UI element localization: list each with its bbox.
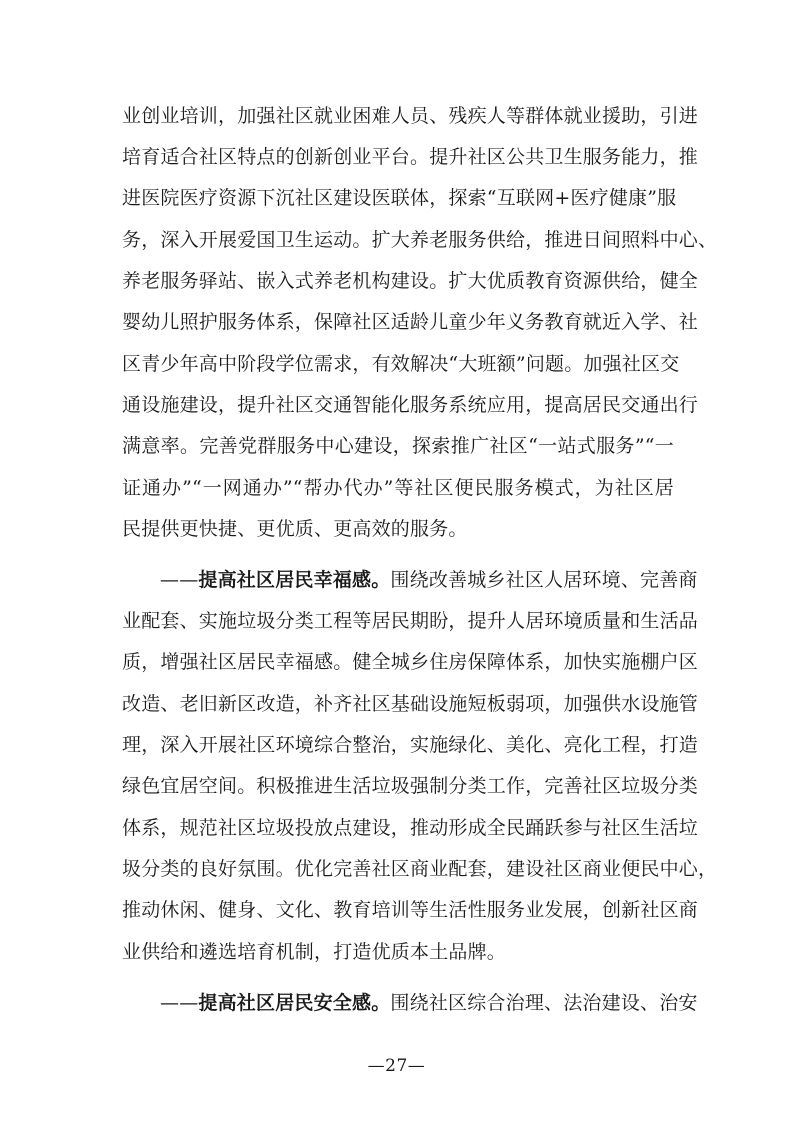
text-line: 通设施建设，提升社区交通智能化服务系统应用，提高居民交通出行 xyxy=(122,394,699,416)
section-heading: 提高社区居民幸福感。 xyxy=(198,569,391,591)
text-line: 推动休闲、健身、文化、教育培训等生活性服务业发展，创新社区商 xyxy=(122,899,699,921)
text-line: 婴幼儿照护服务体系，保障社区适龄儿童少年义务教育就近入学、社 xyxy=(122,311,699,333)
text-line: 满意率。完善党群服务中心建设，探索推广社区“一站式服务”“一 xyxy=(122,435,674,457)
text-line: 证通办”“一网通办”“帮办代办”等社区便民服务模式，为社区居 xyxy=(122,477,674,499)
text-line: 质，增强社区居民幸福感。健全城乡住房保障体系，加快实施棚户区 xyxy=(122,651,699,673)
text-line: 体系，规范社区垃圾投放点建设，推动形成全民踊跃参与社区生活垃 xyxy=(122,817,699,839)
text-line: 民提供更快捷、更优质、更高效的服务。 xyxy=(122,518,468,540)
paragraph-heading-line xyxy=(160,566,698,594)
text-line: 业创业培训，加强社区就业困难人员、残疾人等群体就业援助，引进 xyxy=(122,105,699,127)
text-line: 圾分类的良好氛围。优化完善社区商业配套，建设社区商业便民中心， xyxy=(122,858,718,880)
text-line: 务，深入开展爱国卫生运动。扩大养老服务供给，推进日间照料中心、 xyxy=(122,229,718,251)
text-line: 业配套、实施垃圾分类工程等居民期盼，提升人居环境质量和生活品 xyxy=(122,610,699,632)
text-line: 业供给和遴选培育机制，打造优质本土品牌。 xyxy=(122,941,507,963)
section-heading: 提高社区居民安全感。 xyxy=(198,992,391,1014)
text-line: 进医院医疗资源下沉社区建设医联体，探索“互联网+医疗健康”服 xyxy=(122,187,677,209)
text-line: 养老服务驿站、嵌入式养老机构建设。扩大优质教育资源供给，健全 xyxy=(122,270,699,292)
text-line: 改造、老旧新区改造，补齐社区基础设施短板弱项，加强供水设施管 xyxy=(122,693,699,715)
text-line: 区青少年高中阶段学位需求，有效解决“大班额”问题。加强社区交 xyxy=(122,353,680,375)
paragraph-heading-line xyxy=(160,989,698,1017)
text-line: 绿色宜居空间。积极推进生活垃圾强制分类工作，完善社区垃圾分类 xyxy=(122,775,699,797)
em-dash: —— xyxy=(160,569,199,591)
heading-line-text: 围绕改善城乡社区人居环境、完善商 xyxy=(390,569,698,591)
em-dash: —— xyxy=(160,992,199,1014)
text-line: 理，深入开展社区环境综合整治，实施绿化、美化、亮化工程，打造 xyxy=(122,734,699,756)
text-line: 培育适合社区特点的创新创业平台。提升社区公共卫生服务能力，推 xyxy=(122,146,699,168)
page-number: —27— xyxy=(367,1056,426,1076)
heading-line-text: 围绕社区综合治理、法治建设、治安 xyxy=(390,992,698,1014)
